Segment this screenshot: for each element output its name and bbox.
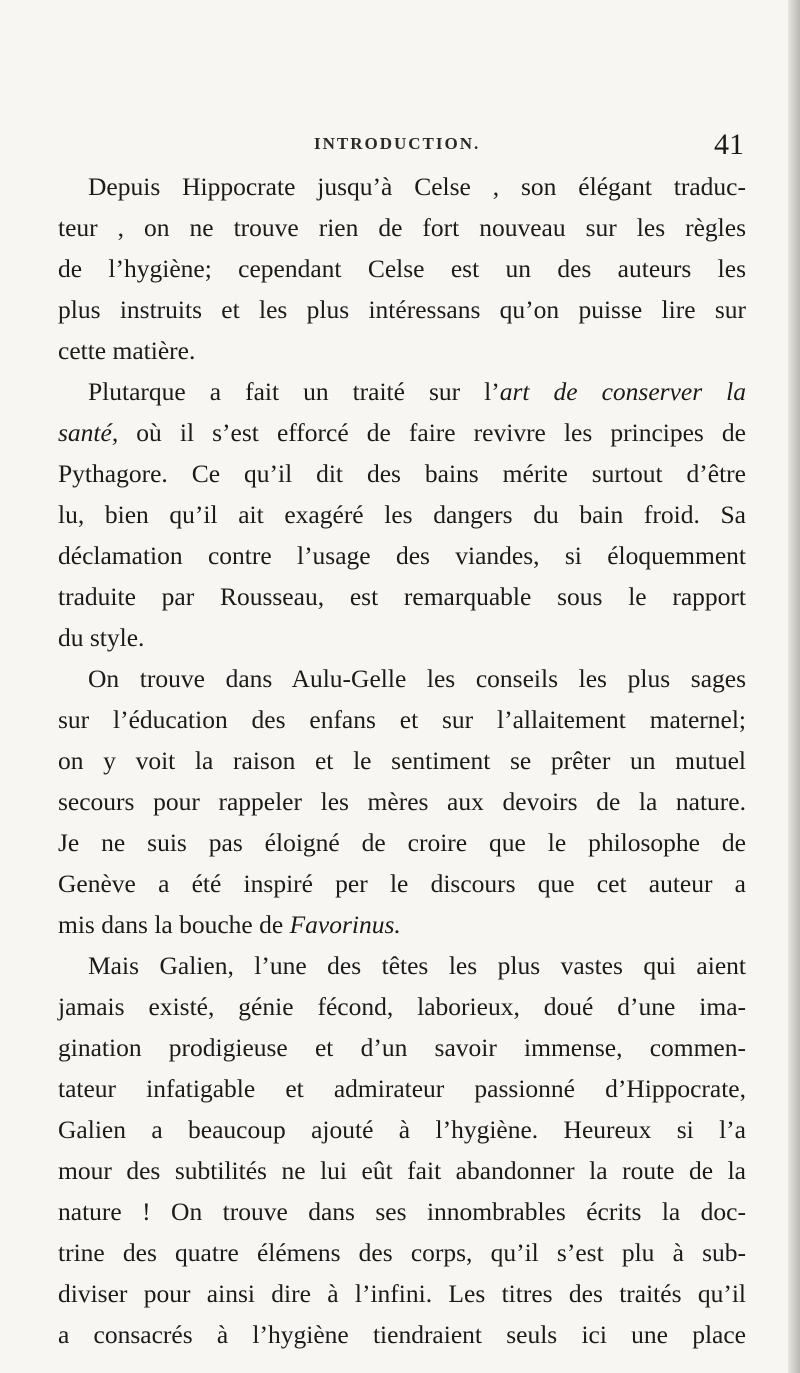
- text-span: mis dans la bouche de: [58, 910, 290, 939]
- paragraph-4: [58, 945, 746, 1355]
- text-line: mour des subtilités ne lui eût fait abandonner la route de la: [58, 1156, 746, 1185]
- paragraph-2: [58, 371, 746, 658]
- text-line: déclamation contre l’usage des viandes, si éloquemment: [58, 541, 746, 570]
- text-line: trine des quatre élémens des corps, qu’il s’est plu à sub-: [58, 1238, 746, 1267]
- paragraph-3: [58, 658, 746, 945]
- italic-title: art de conserver la: [499, 377, 746, 406]
- text-span: où il s’est efforcé de faire revivre les principes de: [118, 418, 746, 447]
- page-binding-edge: [788, 0, 800, 1373]
- page-header: [58, 130, 748, 160]
- text-span: Plutarque a fait un traité sur l’: [88, 377, 500, 406]
- italic-title: santé,: [58, 418, 119, 447]
- text-line: Depuis Hippocrate jusqu’à Celse , son élégant traduc-: [88, 172, 746, 201]
- text-line: Mais Galien, l’une des têtes les plus vastes qui aient: [88, 951, 746, 980]
- text-line: lu, bien qu’il ait exagéré les dangers du bain froid. Sa: [58, 500, 746, 529]
- text-line: on y voit la raison et le sentiment se prêter un mutuel: [58, 746, 746, 775]
- text-line: Galien a beaucoup ajouté à l’hygiène. Heureux si l’a: [58, 1115, 746, 1144]
- text-line: cette matière.: [58, 336, 196, 365]
- text-line: a consacrés à l’hygiène tiendraient seuls ici une place: [58, 1320, 746, 1349]
- text-line: [58, 904, 746, 945]
- text-line: sur l’éducation des enfans et sur l’allaitement maternel;: [58, 705, 746, 734]
- text-line: diviser pour ainsi dire à l’infini. Les titres des traités qu’il: [58, 1279, 746, 1308]
- text-line: traduite par Rousseau, est remarquable sous le rapport: [58, 582, 746, 611]
- text-line: nature ! On trouve dans ses innombrables écrits la doc-: [58, 1197, 746, 1226]
- page-number: 41: [714, 128, 744, 161]
- text-line: de l’hygiène; cependant Celse est un des auteurs les: [58, 254, 746, 283]
- text-line: du style.: [58, 623, 145, 652]
- paragraph-1: [58, 166, 746, 371]
- text-line: [58, 371, 746, 412]
- italic-name: Favorinus.: [289, 910, 401, 939]
- text-line: gination prodigieuse et d’un savoir immense, commen-: [58, 1033, 746, 1062]
- text-line: Je ne suis pas éloigné de croire que le philosophe de: [58, 828, 746, 857]
- text-line: secours pour rappeler les mères aux devoirs de la nature.: [58, 787, 746, 816]
- running-title: INTRODUCTION.: [314, 134, 481, 153]
- text-line: Genève a été inspiré per le discours que cet auteur a: [58, 869, 746, 898]
- body-text: [58, 166, 746, 1355]
- text-line: tateur infatigable et admirateur passionné d’Hippocrate,: [58, 1074, 746, 1103]
- text-line: plus instruits et les plus intéressans qu’on puisse lire sur: [58, 295, 746, 324]
- text-line: On trouve dans Aulu-Gelle les conseils les plus sages: [88, 664, 746, 693]
- text-line: teur , on ne trouve rien de fort nouveau sur les règles: [58, 213, 746, 242]
- text-line: [58, 412, 746, 453]
- text-line: Pythagore. Ce qu’il dit des bains mérite surtout d’être: [58, 459, 746, 488]
- text-line: jamais existé, génie fécond, laborieux, doué d’une ima-: [58, 992, 746, 1021]
